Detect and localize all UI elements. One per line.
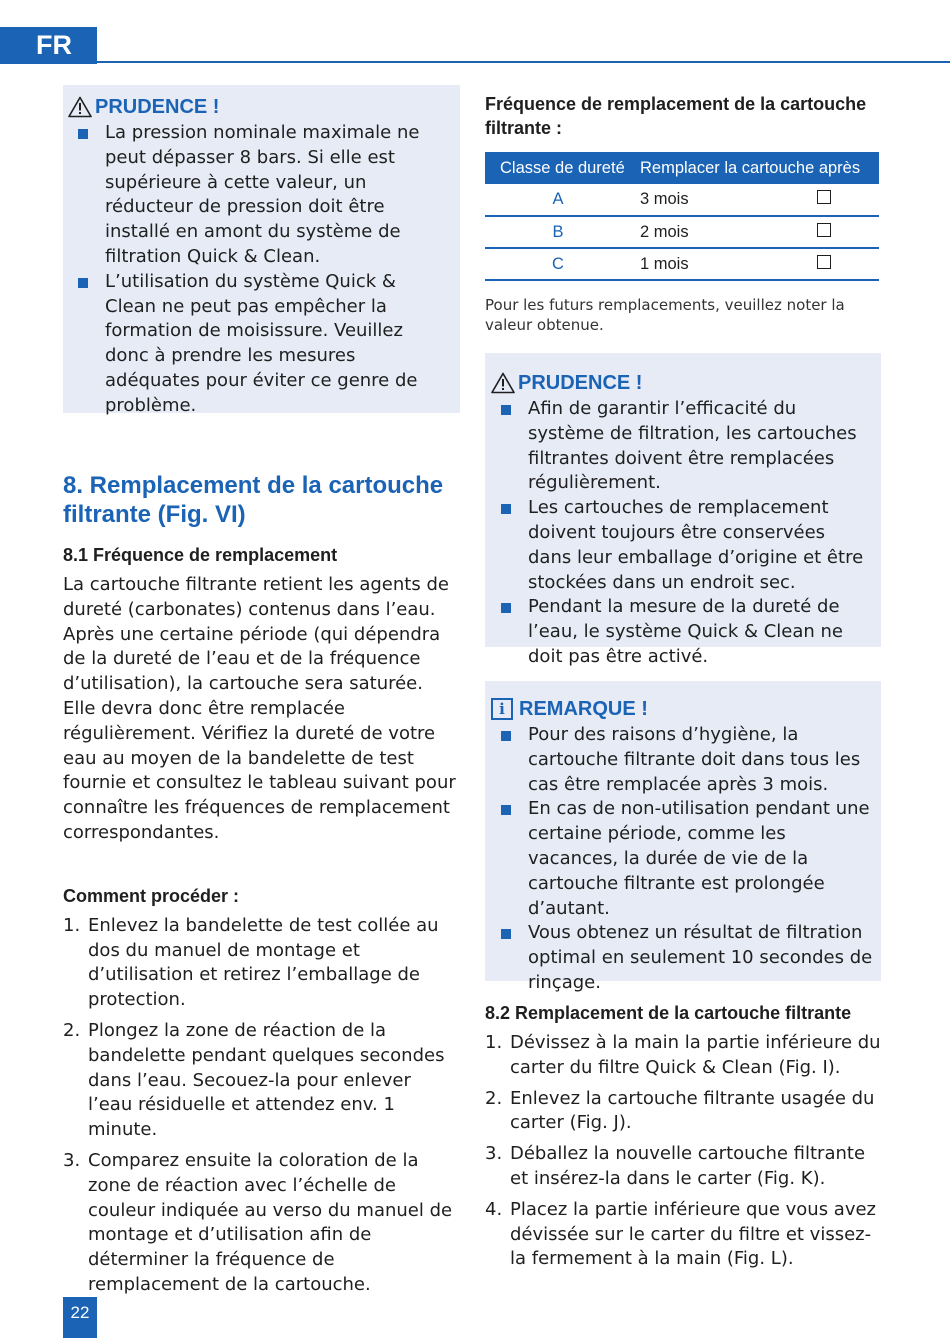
step-number: 1. [485, 1032, 503, 1053]
caution-title [491, 371, 871, 395]
warning-icon [68, 96, 92, 118]
list-item [485, 1142, 881, 1192]
period-text: 3 mois [640, 190, 689, 208]
list-item: L’utilisation du système Quick & Clean ne peut pas empêcher la formation de moisissure. Veuillez donc à prendre les mesures adéquates pour éviter ce genre de problème. [68, 270, 446, 419]
table-header-row [485, 152, 879, 184]
remark-box [485, 681, 881, 993]
table-row [485, 184, 879, 216]
section-title: 8. Remplacement de la cartouche filtrante (Fig. VI) [63, 472, 444, 528]
table-cell-class: A [485, 184, 631, 216]
frequency-title: Fréquence de remplacement de la cartouche filtrante : [485, 94, 867, 138]
step-number: 3. [63, 1149, 81, 1171]
caution-title-text: PRUDENCE ! [95, 95, 220, 118]
caution-box-left [63, 85, 460, 416]
step-number: 3. [485, 1143, 503, 1165]
subsection-title-8-2: 8.2 Remplacement de la cartouche filtrante [485, 1003, 852, 1023]
caution-title-text: PRUDENCE ! [518, 371, 643, 394]
list-item [63, 1149, 460, 1298]
body-paragraph: La cartouche filtrante retient les agents de dureté (carbonates) contenus dans l’eau. Après une certaine période (qui dépendra de la dureté de l’eau et de la fréquence d’utilisation), la cartouche sera saturée. Elle devra donc être remplacée régulièrement. Vérifiez la dureté de votre eau au moyen de la bandelette de test fournie et consultez le tableau suivant pour connaître les fréquences de remplacement correspondantes. [63, 574, 456, 843]
list-item: Les cartouches de remplacement doivent toujours être conservées dans leur emballage d’origine et être stockées dans un endroit sec. [491, 496, 871, 595]
checkbox[interactable] [817, 190, 831, 204]
header-rule [97, 61, 950, 63]
table-cell-class: C [485, 248, 631, 280]
list-item [63, 1019, 460, 1143]
step-number: 4. [485, 1198, 503, 1220]
table-note: Pour les futurs remplacements, veuillez noter la valeur obtenue. [485, 296, 845, 334]
caution-title [68, 95, 446, 119]
warning-icon [491, 372, 515, 394]
right-column [485, 92, 881, 1278]
remark-title [491, 697, 873, 721]
step-text: Enlevez la cartouche filtrante usagée du carter (Fig. J). [510, 1087, 875, 1134]
caution-list [491, 397, 871, 670]
caution-list [68, 121, 446, 419]
table-row [485, 248, 879, 280]
remark-list [491, 723, 873, 996]
list-item: Pendant la mesure de la dureté de l’eau, le système Quick & Clean ne doit pas être activé. [491, 595, 871, 669]
table-cell-period [631, 248, 879, 280]
list-item: Vous obtenez un résultat de filtration optimal en seulement 10 secondes de rinçage. [491, 921, 873, 995]
period-text: 1 mois [640, 254, 689, 273]
checkbox[interactable] [817, 223, 831, 237]
table-row [485, 216, 879, 248]
checkbox[interactable] [817, 255, 831, 269]
table-cell-period [631, 216, 879, 248]
frequency-table [485, 152, 879, 281]
subsection-title-8-1: 8.1 Fréquence de remplacement [63, 545, 338, 565]
page-number: 22 [63, 1297, 97, 1338]
info-icon: i [491, 698, 513, 720]
step-text: Déballez la nouvelle cartouche filtrante et insérez-la dans le carter (Fig. K). [510, 1143, 866, 1189]
table-cell-period [631, 184, 879, 216]
left-column [63, 85, 460, 1304]
step-text: Enlevez la bandelette de test collée au dos du manuel de montage et d’utilisation et retirez l’emballage de protection. [88, 914, 439, 1011]
table-header-class: Classe de dureté [485, 152, 631, 184]
list-item [63, 914, 460, 1013]
replacement-steps [485, 1031, 881, 1272]
step-number: 2. [63, 1019, 81, 1041]
table-cell-class: B [485, 216, 631, 248]
list-item: Afin de garantir l’efficacité du système de filtration, les cartouches filtrantes doivent être remplacées régulièrement. [491, 397, 871, 496]
step-text: Placez la partie inférieure que vous avez dévissée sur le carter du filtre et vissez-la fermement à la main (Fig. L). [510, 1198, 877, 1270]
list-item [485, 1087, 881, 1137]
remark-title-text: REMARQUE ! [519, 697, 648, 720]
step-text: Plongez la zone de réaction de la bandelette pendant quelques secondes dans l’eau. Secouez-la pour enlever l’eau résiduelle et attendez env. 1 minute. [88, 1019, 445, 1141]
list-item [485, 1031, 881, 1081]
step-number: 1. [63, 914, 81, 936]
list-item: En cas de non-utilisation pendant une certaine période, comme les vacances, la durée de vie de la cartouche filtrante est prolongée d’autant. [491, 797, 873, 921]
period-text: 2 mois [640, 222, 689, 241]
caution-box-right [485, 353, 881, 667]
step-number: 2. [485, 1087, 503, 1109]
language-tab: FR [0, 27, 97, 64]
list-item: Pour des raisons d’hygiène, la cartouche filtrante doit dans tous les cas être remplacée après 3 mois. [491, 723, 873, 797]
list-item: La pression nominale maximale ne peut dépasser 8 bars. Si elle est supérieure à cette valeur, un réducteur de pression doit être installé en amont du système de filtration Quick & Clean. [68, 121, 446, 270]
howto-title: Comment procéder : [63, 885, 240, 906]
table-header-period: Remplacer la cartouche après [631, 152, 879, 184]
step-text: Dévissez à la main la partie inférieure du carter du filtre Quick & Clean (Fig. I). [510, 1032, 881, 1078]
howto-steps [63, 914, 460, 1298]
list-item [485, 1198, 881, 1272]
step-text: Comparez ensuite la coloration de la zone de réaction avec l’échelle de couleur indiquée au verso du manuel de montage et d’utilisation afin de déterminer la fréquence de remplacement de la cartouche. [88, 1149, 453, 1295]
